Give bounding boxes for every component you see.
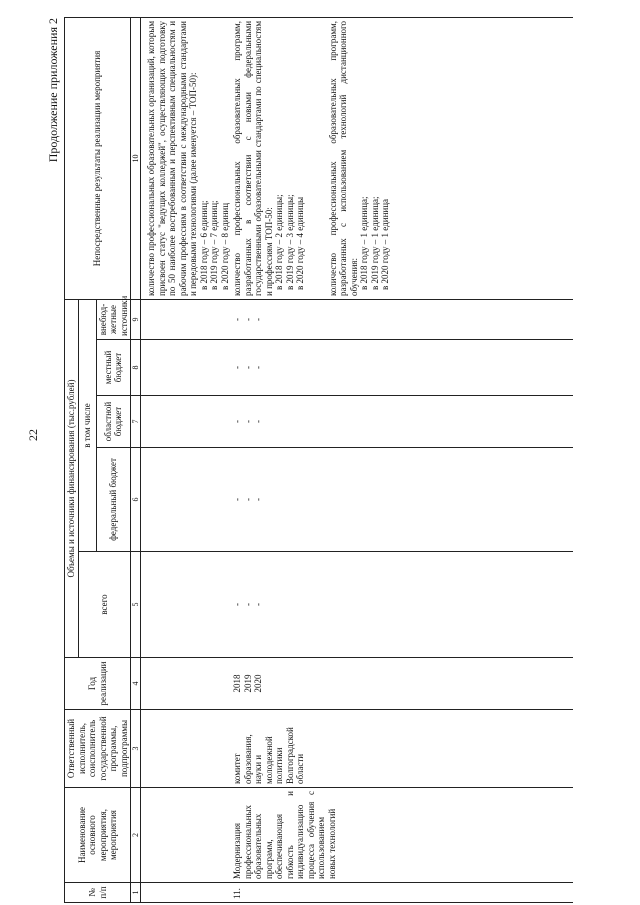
result-item: в 2020 году – 4 единицы [295,196,305,290]
table-row [231,17,573,902]
result-text: количество профессиональных образовательных программ, разработанных в соответствии с новыми федеральными государственными образовательными стандартами по специальностям и профессиям ТОП-50: [232,20,274,296]
row-results [141,17,232,299]
dash-value: - [253,366,263,369]
column-number: 3 [131,710,141,788]
result-item: в 2019 году – 3 единицы; [284,194,295,290]
result-text: количество профессиональных образовательных организаций, которым присвоен статус "ведущих колледжей", осуществляющих подготовку по 50 наиболее востребованным и перспективным специальностям и рабочим профессиям в соответствии с международными стандартами и передовыми технологиями (далее именуется – ТОП-50): [146,20,198,296]
page-number: 22 [26,429,40,441]
year-value: 2019 [242,674,253,693]
column-number: 6 [131,448,141,552]
dash-value: - [253,498,263,501]
dash-value: - [232,498,242,501]
result-item: в 2018 году – 6 единиц; [198,200,209,290]
row-years [141,658,232,710]
funding-cell [141,552,232,658]
dash-value: - [242,498,253,501]
funding-cell [141,448,232,552]
dash-value: - [242,366,253,369]
funding-cell [141,299,232,339]
header-incl: в том числе [78,299,96,551]
column-number: 8 [131,340,141,396]
header-funding: Объемы и источники финансирования (тыс.рублей) [65,299,79,657]
result-item: в 2018 году – 1 единица; [359,196,369,290]
dash-value: - [253,603,263,606]
header-total: всего [78,552,131,658]
result-text: количество профессиональных образовательных программ, разработанных с использованием технологий дистанционного обучения: [327,20,359,296]
column-number: 4 [131,658,141,710]
result-item: в 2019 году – 7 единиц; [209,200,219,290]
column-number: 7 [131,396,141,448]
year-value: 2020 [253,674,263,693]
dash-value: - [232,366,242,369]
dash-value: - [253,318,263,321]
funding-table [64,17,573,903]
result-item: в 2020 году – 8 единиц [219,202,230,290]
funding-cell [231,552,573,658]
header-year: Год реализации [65,658,131,710]
row-name [141,788,232,883]
column-number-row [131,17,141,902]
row-name: Модернизация профессиональных образовательных программ, обеспечивающая гибкость и индивидуализацию процесса обучения с использованием новых технологий [231,788,573,883]
dash-value: - [242,420,253,423]
funding-cell [141,340,232,396]
dash-value: - [253,420,263,423]
header-num: № п/п [65,883,131,903]
row-num: 11. [231,883,573,903]
table-row [141,17,232,902]
header-regional: областной бюджет [96,396,131,448]
appendix-caption: Продолжение приложения 2 [46,18,60,163]
row-executor: комитет образования, науки и молодежной политики Волгоградской области [231,710,573,788]
header-executor: Ответственный исполнитель, соисполнитель государственной программы, подпрограммы [65,710,131,788]
dash-value: - [232,420,242,423]
header-extra: внебюд-жетные источники [96,299,131,339]
header-federal: федеральный бюджет [96,448,131,552]
row-results [231,17,573,299]
column-number: 10 [131,17,141,299]
row-num [141,883,232,903]
column-number: 2 [131,788,141,883]
result-item: в 2018 году – 2 единицы; [274,194,284,290]
row-executor [141,710,232,788]
column-number: 9 [131,299,141,339]
dash-value: - [242,603,253,606]
header-local: местный бюджет [96,340,131,396]
funding-cell [231,396,573,448]
rotated-page-content [46,18,624,903]
funding-cell [231,340,573,396]
column-number: 1 [131,883,141,903]
row-years [231,658,573,710]
column-number: 5 [131,552,141,658]
result-item: в 2020 году – 1 единица [380,198,390,290]
dash-value: - [232,318,242,321]
header-results: Непосредственные результаты реализации мероприятия [65,17,131,299]
dash-value: - [242,318,253,321]
dash-value: - [232,603,242,606]
funding-cell [231,299,573,339]
result-gap [306,21,328,296]
funding-cell [141,396,232,448]
header-name: Наименование основного мероприятия, мероприятия [65,788,131,883]
result-item: в 2019 году – 1 единица; [369,196,380,290]
funding-cell [231,448,573,552]
year-value: 2018 [232,674,242,693]
